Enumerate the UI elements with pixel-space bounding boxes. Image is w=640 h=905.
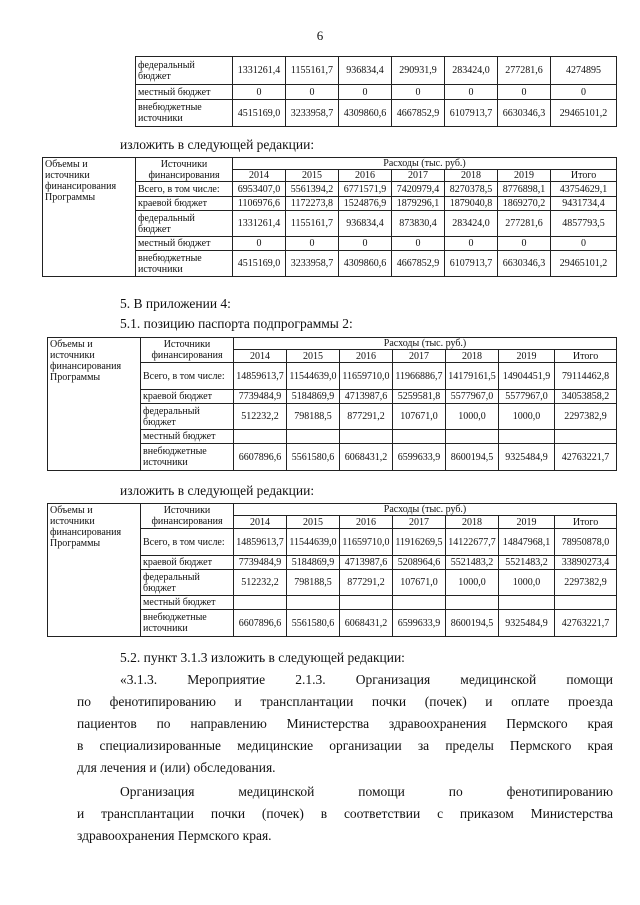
- page-number: 6: [316, 28, 324, 43]
- cell: 33890273,4: [555, 556, 617, 570]
- table-subprogram-new: [47, 503, 616, 637]
- cell: [287, 596, 340, 610]
- cell: 5577967,0: [499, 390, 555, 404]
- cell: 1000,0: [446, 404, 499, 430]
- row-source: внебюджетные источники: [141, 444, 234, 471]
- row-source: краевой бюджет: [136, 197, 233, 211]
- cell: 42763221,7: [555, 444, 617, 471]
- continuation-table: [135, 56, 617, 127]
- cell: 8270378,5: [445, 182, 498, 197]
- cell: 1000,0: [499, 404, 555, 430]
- appendix-heading: 5. В приложении 4:: [120, 296, 231, 311]
- cell: 512232,2: [234, 570, 287, 596]
- cell: 0: [445, 237, 498, 251]
- cell: 8600194,5: [446, 610, 499, 637]
- cell: 107671,0: [393, 404, 446, 430]
- edition-heading: изложить в следующей редакции:: [120, 137, 315, 152]
- row-source: местный бюджет: [136, 237, 233, 251]
- cell: 29465101,2: [551, 100, 617, 127]
- cell: 6607896,6: [234, 444, 287, 471]
- cell: 512232,2: [234, 404, 287, 430]
- cell: 798188,5: [287, 404, 340, 430]
- cell: 1524876,9: [339, 197, 392, 211]
- source-header: Источники финансирования: [136, 158, 233, 182]
- cell: 6068431,2: [340, 610, 393, 637]
- year-header: 2014: [234, 516, 287, 529]
- year-header: 2018: [446, 350, 499, 363]
- cell: 8600194,5: [446, 444, 499, 471]
- cell: 14859613,7: [234, 529, 287, 556]
- cell: 6953407,0: [233, 182, 286, 197]
- cell: 0: [339, 85, 392, 100]
- table-row: [136, 100, 617, 127]
- cell: 277281,6: [498, 57, 551, 85]
- cell: 4515169,0: [233, 251, 286, 277]
- cell: 6607896,6: [234, 610, 287, 637]
- cell: 0: [498, 237, 551, 251]
- cell: 6599633,9: [393, 444, 446, 471]
- cell: 9325484,9: [499, 444, 555, 471]
- cell: 6630346,3: [498, 100, 551, 127]
- cell: [499, 596, 555, 610]
- cell: 4274895: [551, 57, 617, 85]
- cell: 4857793,5: [551, 211, 617, 237]
- cell: 873830,4: [392, 211, 445, 237]
- cell: 0: [498, 85, 551, 100]
- cell: 277281,6: [498, 211, 551, 237]
- point-heading: 5.2. пункт 3.1.3 изложить в следующей редакции:: [120, 650, 405, 665]
- expenses-header: Расходы (тыс. руб.): [234, 338, 617, 350]
- year-header: Итого: [555, 350, 617, 363]
- row-source: краевой бюджет: [141, 390, 234, 404]
- row-description: Объемы и источники финансирования Программы: [43, 158, 136, 277]
- cell: 877291,2: [340, 404, 393, 430]
- cell: 9431734,4: [551, 197, 617, 211]
- table-continuation: [135, 56, 616, 127]
- cell: 283424,0: [445, 57, 498, 85]
- cell: 6068431,2: [340, 444, 393, 471]
- cell: 2297382,9: [555, 404, 617, 430]
- year-header: 2019: [499, 350, 555, 363]
- cell: 11659710,0: [340, 363, 393, 390]
- row-source: Всего, в том числе:: [141, 529, 234, 556]
- cell: 0: [233, 237, 286, 251]
- cell: 5184869,9: [287, 390, 340, 404]
- year-header: 2015: [287, 516, 340, 529]
- cell: 0: [392, 85, 445, 100]
- cell: 8776898,1: [498, 182, 551, 197]
- year-header: Итого: [555, 516, 617, 529]
- cell: 14179161,5: [446, 363, 499, 390]
- cell: 5561580,6: [287, 610, 340, 637]
- cell: 1000,0: [446, 570, 499, 596]
- cell: [393, 430, 446, 444]
- cell: 79114462,8: [555, 363, 617, 390]
- expenses-header: Расходы (тыс. руб.): [234, 504, 617, 516]
- cell: 7739484,9: [234, 390, 287, 404]
- cell: 1869270,2: [498, 197, 551, 211]
- cell: 0: [551, 237, 617, 251]
- cell: 3233958,7: [286, 251, 339, 277]
- cell: 5577967,0: [446, 390, 499, 404]
- passport-heading: 5.1. позицию паспорта подпрограммы 2:: [120, 316, 353, 331]
- subprogram-new-table: [47, 503, 617, 637]
- subprogram-old-table: [47, 337, 617, 471]
- cell: 78950878,0: [555, 529, 617, 556]
- cell: 0: [286, 237, 339, 251]
- cell: [287, 430, 340, 444]
- cell: 936834,4: [339, 211, 392, 237]
- row-source: федеральный бюджет: [141, 570, 234, 596]
- year-header: 2016: [339, 170, 392, 182]
- row-source: местный бюджет: [141, 430, 234, 444]
- year-header: 2017: [392, 170, 445, 182]
- cell: 14122677,7: [446, 529, 499, 556]
- row-description: Объемы и источники финансирования Программы: [48, 504, 141, 637]
- row-description: Объемы и источники финансирования Программы: [48, 338, 141, 471]
- cell: 283424,0: [445, 211, 498, 237]
- cell: 4667852,9: [392, 251, 445, 277]
- cell: 34053858,2: [555, 390, 617, 404]
- cell: 4515169,0: [233, 100, 286, 127]
- program-financing-table: [42, 157, 617, 277]
- year-header: 2017: [393, 516, 446, 529]
- row-source: федеральный бюджет: [136, 57, 233, 85]
- row-source: Всего, в том числе:: [141, 363, 234, 390]
- cell: 0: [339, 237, 392, 251]
- cell: 11916269,5: [393, 529, 446, 556]
- cell: 1331261,4: [233, 211, 286, 237]
- cell: 1172273,8: [286, 197, 339, 211]
- cell: 5561394,2: [286, 182, 339, 197]
- year-header: 2015: [286, 170, 339, 182]
- cell: 7739484,9: [234, 556, 287, 570]
- cell: 42763221,7: [555, 610, 617, 637]
- cell: 6107913,7: [445, 251, 498, 277]
- cell: 14847968,1: [499, 529, 555, 556]
- row-source: Всего, в том числе:: [136, 182, 233, 197]
- row-source: местный бюджет: [136, 85, 233, 100]
- table-row: [136, 57, 617, 85]
- cell: 6107913,7: [445, 100, 498, 127]
- cell: 6599633,9: [393, 610, 446, 637]
- paragraph-line: здравоохранения Пермского края.: [77, 828, 272, 843]
- year-header: 2018: [445, 170, 498, 182]
- paragraph-line: по фенотипированию и трансплантации почки (почек) и оплате проезда: [77, 694, 613, 709]
- table-subprogram-old: [47, 337, 616, 471]
- cell: 0: [286, 85, 339, 100]
- cell: 11966886,7: [393, 363, 446, 390]
- year-header: 2016: [340, 350, 393, 363]
- cell: 5561580,6: [287, 444, 340, 471]
- year-header: 2017: [393, 350, 446, 363]
- cell: 5521483,2: [499, 556, 555, 570]
- row-source: федеральный бюджет: [141, 404, 234, 430]
- cell: 4309860,6: [339, 251, 392, 277]
- year-header: 2018: [446, 516, 499, 529]
- year-header: 2014: [233, 170, 286, 182]
- expenses-header: Расходы (тыс. руб.): [233, 158, 617, 170]
- cell: 4713987,6: [340, 390, 393, 404]
- row-source: краевой бюджет: [141, 556, 234, 570]
- paragraph-line: и трансплантации почки (почек) в соответствии с приказом Министерства: [77, 806, 613, 821]
- cell: 0: [233, 85, 286, 100]
- cell: 11544639,0: [287, 529, 340, 556]
- paragraph-line: Организация медицинской помощи по фенотипированию: [120, 784, 613, 799]
- cell: 107671,0: [393, 570, 446, 596]
- cell: 5184869,9: [287, 556, 340, 570]
- cell: 4667852,9: [392, 100, 445, 127]
- cell: [393, 596, 446, 610]
- cell: 877291,2: [340, 570, 393, 596]
- year-header: 2016: [340, 516, 393, 529]
- cell: 1155161,7: [286, 57, 339, 85]
- cell: 6630346,3: [498, 251, 551, 277]
- cell: 1331261,4: [233, 57, 286, 85]
- cell: [446, 596, 499, 610]
- cell: 290931,9: [392, 57, 445, 85]
- cell: 1879296,1: [392, 197, 445, 211]
- cell: 5208964,6: [393, 556, 446, 570]
- row-source: внебюджетные источники: [141, 610, 234, 637]
- cell: 4309860,6: [339, 100, 392, 127]
- year-header: Итого: [551, 170, 617, 182]
- cell: 936834,4: [339, 57, 392, 85]
- cell: 29465101,2: [551, 251, 617, 277]
- cell: [340, 596, 393, 610]
- cell: 6771571,9: [339, 182, 392, 197]
- cell: [446, 430, 499, 444]
- cell: 0: [445, 85, 498, 100]
- table-program-financing: [42, 157, 616, 277]
- cell: 1106976,6: [233, 197, 286, 211]
- cell: 0: [392, 237, 445, 251]
- cell: 798188,5: [287, 570, 340, 596]
- year-header: 2019: [499, 516, 555, 529]
- source-header: Источники финансирования: [141, 504, 234, 529]
- cell: [499, 430, 555, 444]
- year-header: 2019: [498, 170, 551, 182]
- cell: 1879040,8: [445, 197, 498, 211]
- cell: 4713987,6: [340, 556, 393, 570]
- cell: 9325484,9: [499, 610, 555, 637]
- cell: 5259581,8: [393, 390, 446, 404]
- row-source: внебюджетные источники: [136, 100, 233, 127]
- cell: [234, 596, 287, 610]
- cell: [234, 430, 287, 444]
- cell: [340, 430, 393, 444]
- cell: 1155161,7: [286, 211, 339, 237]
- cell: 5521483,2: [446, 556, 499, 570]
- cell: 14859613,7: [234, 363, 287, 390]
- cell: 3233958,7: [286, 100, 339, 127]
- cell: 43754629,1: [551, 182, 617, 197]
- row-source: внебюджетные источники: [136, 251, 233, 277]
- edition-heading: изложить в следующей редакции:: [120, 483, 315, 498]
- cell: 0: [551, 85, 617, 100]
- paragraph-line: пациентов по направлению Министерства здравоохранения Пермского края: [77, 716, 613, 731]
- row-source: местный бюджет: [141, 596, 234, 610]
- paragraph-line: в специализированные медицинские организации за пределы Пермского края: [77, 738, 613, 753]
- paragraph-line: для лечения и (или) обследования.: [77, 760, 276, 775]
- cell: [555, 430, 617, 444]
- cell: 7420979,4: [392, 182, 445, 197]
- cell: [555, 596, 617, 610]
- cell: 14904451,9: [499, 363, 555, 390]
- cell: 11544639,0: [287, 363, 340, 390]
- paragraph-line: «3.1.3. Мероприятие 2.1.3. Организация медицинской помощи: [120, 672, 613, 687]
- cell: 2297382,9: [555, 570, 617, 596]
- cell: 1000,0: [499, 570, 555, 596]
- source-header: Источники финансирования: [141, 338, 234, 363]
- cell: 11659710,0: [340, 529, 393, 556]
- row-source: федеральный бюджет: [136, 211, 233, 237]
- table-row: [136, 85, 617, 100]
- year-header: 2014: [234, 350, 287, 363]
- year-header: 2015: [287, 350, 340, 363]
